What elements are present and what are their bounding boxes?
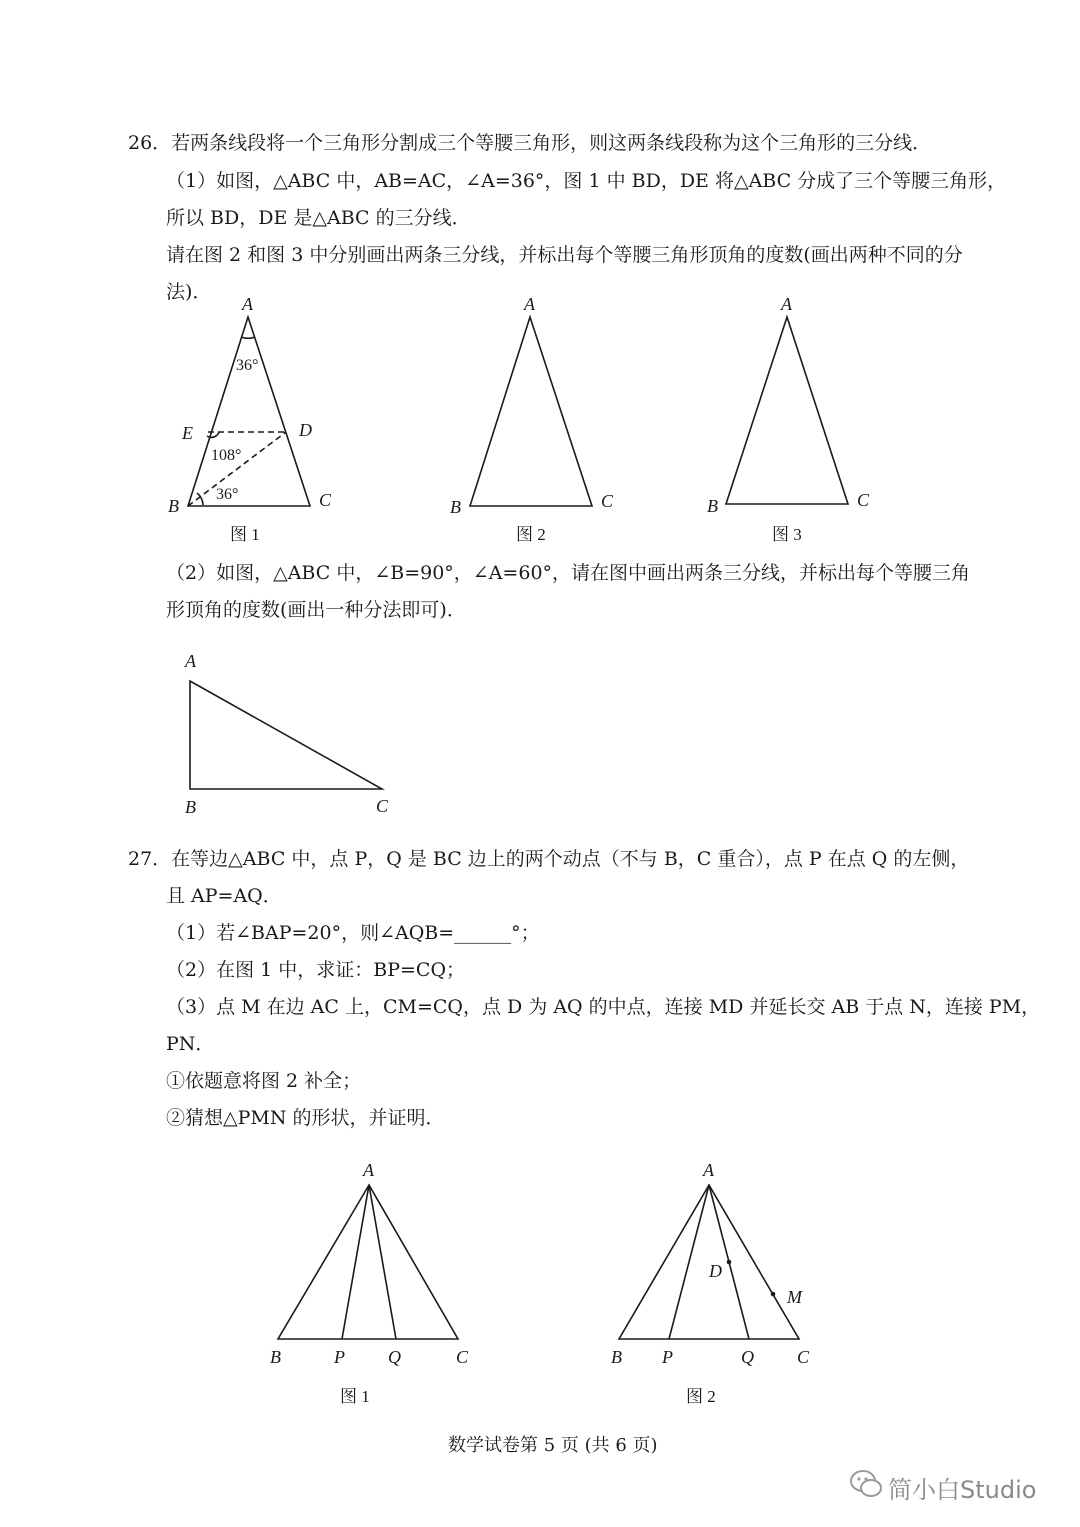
q26-p1-line1: （1）如图，△ABC 中，AB=AC，∠A=36°，图 1 中 BD，DE 将△ABC 分成了三个等腰三角形， <box>166 170 1007 192</box>
q26-fig1-triangle <box>188 317 310 506</box>
q26-figures <box>0 0 1080 560</box>
q27-fig2-label-d: D <box>709 1261 722 1281</box>
q27-fig1-label-p: P <box>334 1347 345 1367</box>
q27-fig2-segment-ap <box>669 1185 709 1339</box>
wechat-icon <box>848 1466 884 1502</box>
q26-fig2-caption: 图 2 <box>516 525 546 544</box>
q26-p2-line1: （2）如图，△ABC 中，∠B=90°，∠A=60°，请在图中画出两条三分线，并标出每个等腰三角 <box>166 562 971 584</box>
q26-fig3-caption: 图 3 <box>772 525 802 544</box>
q26-fig4-label-c: C <box>376 796 389 816</box>
q26-fig1-label-d: D <box>299 420 312 440</box>
q27-fig2-label-p: P <box>662 1347 673 1367</box>
q27-fig2-label-c: C <box>797 1347 810 1367</box>
page-footer: 数学试卷第 5 页 (共 6 页) <box>448 1435 658 1456</box>
q26-fig1-label-b: B <box>168 496 179 516</box>
q27-fig1-label-c: C <box>456 1347 469 1367</box>
q26-fig1-arc-e <box>207 432 219 437</box>
q27-p3-line2: PN． <box>166 1033 215 1055</box>
q26-p1-line2: 所以 BD，DE 是△ABC 的三分线． <box>166 207 471 229</box>
q27-fig1-label-q: Q <box>388 1347 401 1367</box>
q26-fig4-label-b: B <box>185 797 196 817</box>
q26-fig2-triangle <box>470 317 592 506</box>
q26-stem: 26．若两条线段将一个三角形分割成三个等腰三角形，则这两条线段称为这个三角形的三分线． <box>128 132 932 154</box>
q27-stem-line1: 27．在等边△ABC 中，点 P，Q 是 BC 边上的两个动点（不与 B，C 重合），点 P 在点 Q 的左侧， <box>128 848 970 870</box>
q27-fig1-caption: 图 1 <box>340 1387 370 1406</box>
q27-p3-line1: （3）点 M 在边 AC 上，CM=CQ，点 D 为 AQ 的中点，连接 MD 并延长交 AB 于点 N，连接 PM， <box>166 996 1041 1018</box>
watermark <box>848 1462 1048 1506</box>
q26-fig1-angle-e: 108° <box>211 447 242 464</box>
q27-p1: （1）若∠BAP=20°，则∠AQB=______°； <box>166 922 540 944</box>
watermark-text: 简小白Studio <box>888 1476 1037 1504</box>
q27-fig1-triangle <box>278 1185 458 1339</box>
q27-fig2-label-a: A <box>703 1160 714 1180</box>
q26-fig2-label-c: C <box>601 491 614 511</box>
q26-fig1-label-a: A <box>242 294 253 314</box>
q26-p2-line2: 形顶角的度数(画出一种分法即可)． <box>166 599 466 621</box>
q26-fig4 <box>0 640 1080 830</box>
q27-fig2-label-m: M <box>787 1287 802 1307</box>
q27-figures <box>0 1150 1080 1410</box>
q27-fig1-label-b: B <box>270 1347 281 1367</box>
q27-fig2-point-m <box>771 1292 776 1297</box>
q27-p2: （2）在图 1 中，求证：BP=CQ； <box>166 959 466 981</box>
q26-fig3-triangle <box>726 317 848 504</box>
q26-fig1-label-e: E <box>182 423 193 443</box>
q26-p1-line3: 请在图 2 和图 3 中分别画出两条三分线，并标出每个等腰三角形顶角的度数(画出两种不同的分 <box>166 244 963 266</box>
q26-fig4-triangle <box>190 681 382 789</box>
q26-fig1-arc-a <box>241 337 255 338</box>
q26-fig1-label-c: C <box>319 490 332 510</box>
q26-fig3-label-b: B <box>707 496 718 516</box>
q27-fig2-label-b: B <box>611 1347 622 1367</box>
q26-fig2-label-b: B <box>450 497 461 517</box>
q27-sub1: ①依题意将图 2 补全； <box>166 1070 362 1092</box>
q26-fig1-angle-b: 36° <box>216 486 239 503</box>
q26-fig1-angle-a: 36° <box>236 357 259 374</box>
q26-fig3-label-a: A <box>781 294 792 314</box>
q26-fig2-label-a: A <box>524 294 535 314</box>
q27-sub2: ②猜想△PMN 的形状，并证明． <box>166 1107 445 1129</box>
q27-fig1-label-a: A <box>363 1160 374 1180</box>
q26-fig3-label-c: C <box>857 490 870 510</box>
q27-fig2-point-d <box>727 1260 732 1265</box>
q27-fig2-label-q: Q <box>741 1347 754 1367</box>
q26-fig1-caption: 图 1 <box>230 525 260 544</box>
q26-fig4-label-a: A <box>185 651 196 671</box>
q27-stem-line2: 且 AP=AQ． <box>166 885 282 907</box>
q27-fig2-caption: 图 2 <box>686 1387 716 1406</box>
q26-p1-line4: 法)． <box>166 281 212 303</box>
